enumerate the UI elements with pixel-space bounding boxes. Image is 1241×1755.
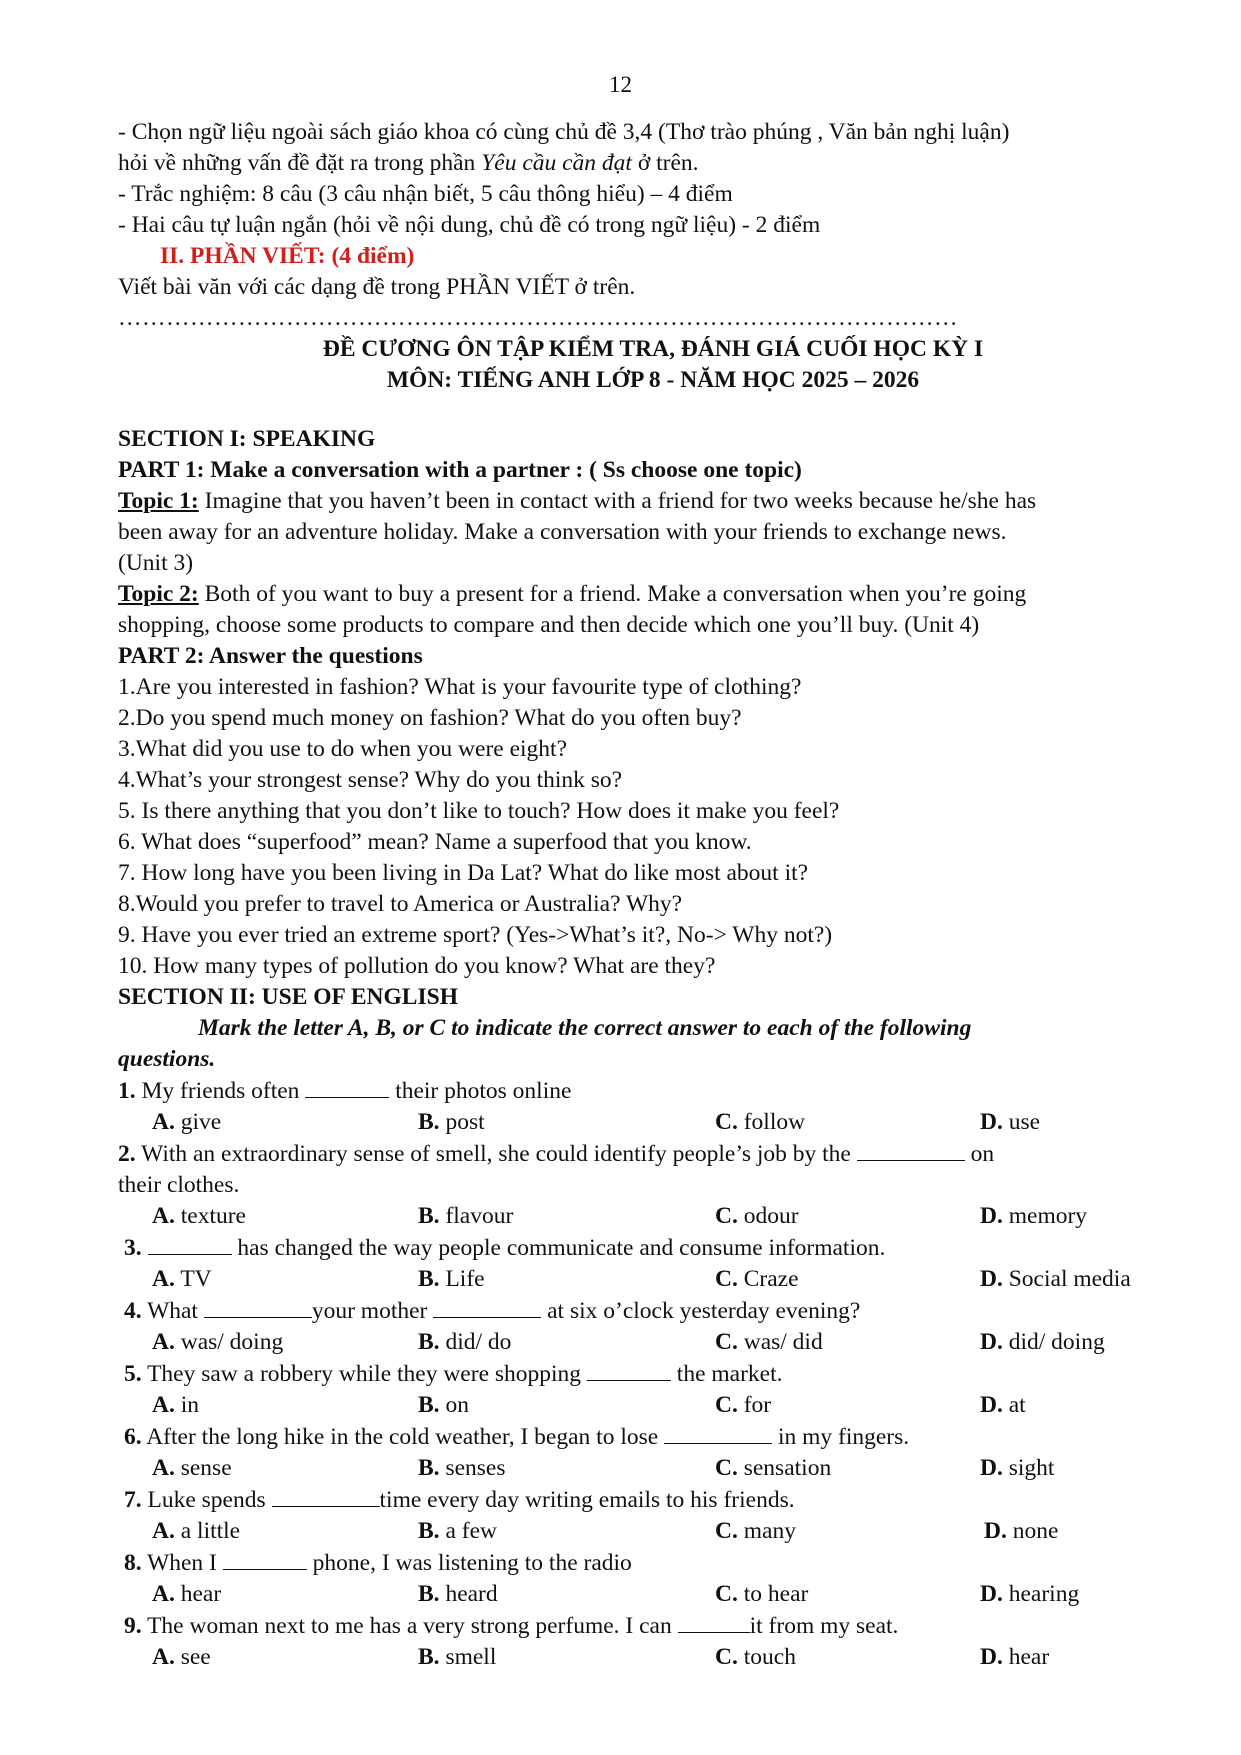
- speaking-question: 1.Are you interested in fashion? What is your favourite type of clothing?: [118, 674, 802, 700]
- question-5: 5. They saw a robbery while they were shopping the market.: [118, 1358, 1188, 1390]
- option-d[interactable]: D. hear: [980, 1644, 1050, 1670]
- option-d[interactable]: D. none: [984, 1518, 1059, 1544]
- speaking-question: 9. Have you ever tried an extreme sport? (Yes->What’s it?, No-> Why not?): [118, 922, 833, 948]
- document-body: [118, 117, 1188, 1673]
- options-2: [118, 1201, 1188, 1232]
- options-4: [118, 1327, 1188, 1358]
- speaking-question: 7. How long have you been living in Da Lat? What do like most about it?: [118, 860, 809, 886]
- question-6: 6. After the long hike in the cold weather, I began to lose in my fingers.: [118, 1421, 1188, 1453]
- option-d[interactable]: D. hearing: [980, 1581, 1080, 1607]
- question-2-cont: their clothes.: [118, 1172, 240, 1198]
- question-3: 3. has changed the way people communicate and consume information.: [118, 1232, 1188, 1264]
- answer-blank[interactable]: [223, 1547, 307, 1570]
- writing-text: Viết bài văn với các dạng đề trong PHẦN VIẾT ở trên.: [118, 274, 636, 300]
- english-section-heading: SECTION II: USE OF ENGLISH: [118, 984, 458, 1010]
- page-number: 12: [609, 72, 632, 97]
- writing-heading: II. PHẦN VIẾT: (4 điểm): [160, 243, 415, 269]
- option-a[interactable]: A. TV: [152, 1266, 212, 1292]
- option-b[interactable]: B. on: [418, 1392, 469, 1418]
- topic-1-cont: been away for an adventure holiday. Make a conversation with your friends to exchange news.: [118, 519, 1007, 545]
- question-4: 4. What your mother at six o’clock yesterday evening?: [118, 1295, 1188, 1327]
- topic-1-unit: (Unit 3): [118, 550, 194, 576]
- option-b[interactable]: B. flavour: [418, 1203, 514, 1229]
- option-c[interactable]: C. Craze: [715, 1266, 799, 1292]
- option-a[interactable]: A. sense: [152, 1455, 232, 1481]
- option-a[interactable]: A. give: [152, 1109, 222, 1135]
- speaking-question: 4.What’s your strongest sense? Why do you think so?: [118, 767, 623, 793]
- instruction-line-2: questions.: [118, 1046, 216, 1072]
- option-b[interactable]: B. post: [418, 1109, 485, 1135]
- topic-2-cont: shopping, choose some products to compare and then decide which one you’ll buy. (Unit 4): [118, 612, 980, 638]
- question-2: 2. With an extraordinary sense of smell, she could identify people’s job by the on: [118, 1138, 1188, 1170]
- intro-line-2: hỏi về những vấn đề đặt ra trong phần Yêu cầu cần đạt ở trên.: [118, 150, 699, 176]
- answer-blank[interactable]: [433, 1295, 541, 1318]
- option-a[interactable]: A. in: [152, 1392, 200, 1418]
- option-a[interactable]: A. hear: [152, 1581, 222, 1607]
- speaking-question: 6. What does “superfood” mean? Name a superfood that you know.: [118, 829, 752, 855]
- option-b[interactable]: B. Life: [418, 1266, 485, 1292]
- answer-blank[interactable]: [678, 1610, 750, 1633]
- option-c[interactable]: C. was/ did: [715, 1329, 823, 1355]
- option-d[interactable]: D. Social media: [980, 1266, 1131, 1292]
- options-9: [118, 1642, 1188, 1673]
- part1-heading: PART 1: Make a conversation with a partner : ( Ss choose one topic): [118, 457, 802, 483]
- option-c[interactable]: C. follow: [715, 1109, 806, 1135]
- part2-heading: PART 2: Answer the questions: [118, 643, 423, 669]
- option-d[interactable]: D. did/ doing: [980, 1329, 1105, 1355]
- option-b[interactable]: B. did/ do: [418, 1329, 512, 1355]
- options-8: [118, 1579, 1188, 1610]
- question-7: 7. Luke spends time every day writing emails to his friends.: [118, 1484, 1188, 1516]
- option-c[interactable]: C. to hear: [715, 1581, 809, 1607]
- speaking-question: 3.What did you use to do when you were eight?: [118, 736, 568, 762]
- option-b[interactable]: B. smell: [418, 1644, 497, 1670]
- option-d[interactable]: D. use: [980, 1109, 1041, 1135]
- option-a[interactable]: A. texture: [152, 1203, 246, 1229]
- option-a[interactable]: A. was/ doing: [152, 1329, 284, 1355]
- option-b[interactable]: B. a few: [418, 1518, 497, 1544]
- speaking-section-heading: SECTION I: SPEAKING: [118, 426, 376, 452]
- speaking-question: 8.Would you prefer to travel to America or Australia? Why?: [118, 891, 683, 917]
- answer-blank[interactable]: [587, 1358, 671, 1381]
- doc-title-line-2: MÔN: TIẾNG ANH LỚP 8 - NĂM HỌC 2025 – 2026: [386, 367, 920, 393]
- answer-blank[interactable]: [857, 1138, 965, 1161]
- option-a[interactable]: A. a little: [152, 1518, 241, 1544]
- options-1: [118, 1107, 1188, 1138]
- answer-blank[interactable]: [272, 1484, 380, 1507]
- answer-blank[interactable]: [148, 1232, 232, 1255]
- intro-line-4: - Hai câu tự luận ngắn (hỏi về nội dung, chủ đề có trong ngữ liệu) - 2 điểm: [118, 212, 821, 238]
- topic-1: Topic 1: Imagine that you haven’t been in contact with a friend for two weeks because he/she has: [118, 488, 1037, 514]
- options-5: [118, 1390, 1188, 1421]
- intro-line-3: - Trắc nghiệm: 8 câu (3 câu nhận biết, 5 câu thông hiểu) – 4 điểm: [118, 181, 733, 207]
- answer-blank[interactable]: [305, 1075, 389, 1098]
- doc-title-line-1: ĐỀ CƯƠNG ÔN TẬP KIỂM TRA, ĐÁNH GIÁ CUỐI HỌC KỲ I: [322, 336, 984, 362]
- answer-blank[interactable]: [664, 1421, 772, 1444]
- options-7: [118, 1516, 1188, 1547]
- option-c[interactable]: C. sensation: [715, 1455, 832, 1481]
- dotted-divider: ……………………………………………………………………………………………: [118, 305, 958, 331]
- question-1: 1. My friends often their photos online: [118, 1075, 1188, 1107]
- intro-line-1: - Chọn ngữ liệu ngoài sách giáo khoa có cùng chủ đề 3,4 (Thơ trào phúng , Văn bản nghị luận): [118, 119, 1010, 145]
- question-8: 8. When I phone, I was listening to the radio: [118, 1547, 1188, 1579]
- instruction-line-1: Mark the letter A, B, or C to indicate the correct answer to each of the following: [198, 1015, 972, 1041]
- option-b[interactable]: B. heard: [418, 1581, 498, 1607]
- option-c[interactable]: C. many: [715, 1518, 796, 1544]
- speaking-questions: [118, 672, 1188, 982]
- speaking-question: 10. How many types of pollution do you know? What are they?: [118, 953, 716, 979]
- option-a[interactable]: A. see: [152, 1644, 211, 1670]
- option-d[interactable]: D. memory: [980, 1203, 1088, 1229]
- option-c[interactable]: C. odour: [715, 1203, 799, 1229]
- question-9: 9. The woman next to me has a very strong perfume. I can it from my seat.: [118, 1610, 1188, 1642]
- option-c[interactable]: C. for: [715, 1392, 772, 1418]
- option-d[interactable]: D. at: [980, 1392, 1026, 1418]
- options-6: [118, 1453, 1188, 1484]
- speaking-question: 5. Is there anything that you don’t like to touch? How does it make you feel?: [118, 798, 840, 824]
- option-c[interactable]: C. touch: [715, 1644, 796, 1670]
- option-b[interactable]: B. senses: [418, 1455, 506, 1481]
- speaking-question: 2.Do you spend much money on fashion? What do you often buy?: [118, 705, 742, 731]
- topic-2: Topic 2: Both of you want to buy a present for a friend. Make a conversation when you’re going: [118, 581, 1027, 607]
- options-3: [118, 1264, 1188, 1295]
- option-d[interactable]: D. sight: [980, 1455, 1055, 1481]
- answer-blank[interactable]: [204, 1295, 312, 1318]
